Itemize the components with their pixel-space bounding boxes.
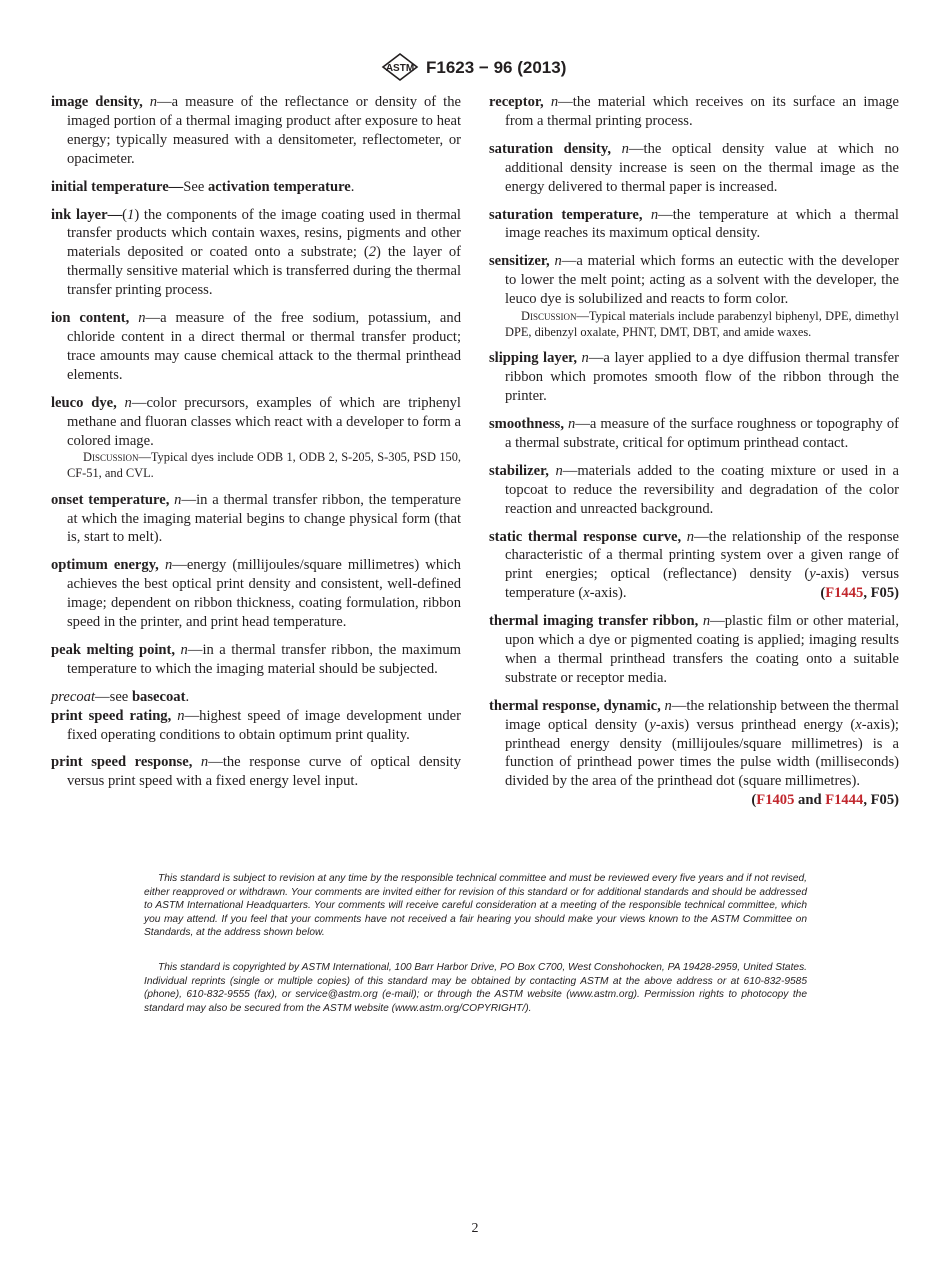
definition: —the response curve of optical density versus print speed with a fixed energy level input. (67, 754, 461, 790)
part-of-speech: n (621, 140, 629, 157)
axis-variable: y (809, 566, 816, 583)
entry-saturation-density (489, 140, 899, 197)
ref-and: and (794, 792, 826, 809)
revision-notice-text: This standard is subject to revision at any time by the responsible technical committee and must be reviewed every five years and if not revised, either reapproved or withdrawn. Your comments are invited either for revision of this standard or for additional standards and should be addressed to ASTM International Headquarters. Your comments will receive careful consideration at a meeting of the responsible technical committee, which you may attend. If you feel that your comments have not received a fair hearing you should make your views known to the ASTM Committee on Standards, at the address shown below. (144, 873, 807, 939)
definition: —color precursors, examples of which are triphenyl methane and fluoran classes which react with a developer to form a colored image. (67, 394, 461, 449)
left-column (51, 93, 461, 800)
part-of-speech: n (124, 394, 132, 411)
term: smoothness, (489, 415, 565, 432)
item-number: 1 (127, 206, 135, 223)
part-of-speech: n (177, 707, 185, 724)
svg-text:ASTM: ASTM (385, 63, 415, 74)
term: ion content, (51, 310, 130, 327)
term: receptor, (489, 94, 544, 110)
standard-references (751, 791, 899, 810)
term: print speed response, (51, 754, 193, 771)
definition: —a material which forms an eutectic with the developer to lower the melt point; acting as a solvent with the developer, the leuco dye is solubilized and reacts to form color. (505, 253, 899, 308)
standard-references (820, 584, 899, 603)
part-of-speech: n (686, 528, 695, 545)
part-of-speech: n (568, 415, 576, 432)
discussion-note (51, 450, 461, 481)
term: leuco dye, (51, 394, 117, 411)
entry-precoat (51, 688, 461, 707)
term: onset temperature, (51, 491, 170, 508)
astm-logo-icon (380, 52, 420, 82)
see-text: —see (95, 688, 132, 705)
document-designation: F1623 − 96 (2013) (426, 58, 567, 77)
term: image density, (51, 94, 143, 110)
term: peak melting point, (51, 641, 176, 658)
ref-open: ( (751, 792, 757, 809)
definition: —in a thermal transfer ribbon, the maximum temperature to which the imaging material should be subjected. (67, 641, 461, 677)
entry-image-density (51, 93, 461, 169)
axis-variable: y (649, 716, 656, 733)
definition: —the relationship of the response characteristic of a thermal printing system over a given range of print energies; optical (reflectance) density ( (505, 528, 899, 583)
definition: —highest speed of image development under fixed operating conditions to obtain optimum print quality. (67, 707, 462, 743)
definition: —a measure of the free sodium, potassium, and chloride content in a direct thermal or thermal transfer product; trace amounts may cause chemical attack to the thermal printhead elements. (67, 310, 462, 383)
definition: —materials added to the coating mixture or used in a topcoat to reduce the reversibility and degradation of the color reaction and unreacted background. (505, 462, 899, 517)
definition: —plastic film or other material, upon which a dye or pigmented coating is applied; imaging results when a thermal printhead transfers the coating onto a suitable substrate or receptor media. (505, 613, 899, 686)
revision-notice (144, 872, 807, 940)
entry-smoothness (489, 415, 899, 453)
part-of-speech: n (180, 641, 188, 658)
entry-initial-temperature (51, 178, 461, 197)
punctuation: . (185, 688, 190, 705)
part-of-speech: n (550, 94, 559, 110)
discussion-text: —Typical materials include parabenzyl biphenyl, DPE, dimethyl DPE, dibenzyl oxalate, PHNT, DMT, DBT, and amide waxes. (505, 309, 899, 339)
entry-saturation-temperature (489, 206, 899, 244)
axis-variable: x (583, 585, 590, 602)
entry-print-speed-rating (51, 707, 461, 745)
term: saturation density, (489, 140, 612, 157)
definition-part-1: the components of the image coating used in thermal transfer products which contain waxes, resins, pigments and other materials deposited or coated onto a substrate; (67, 206, 461, 261)
entry-receptor (489, 93, 899, 131)
part-of-speech: n (650, 206, 659, 223)
term: precoat (51, 688, 96, 705)
part-of-speech: n (138, 310, 146, 327)
entry-peak-melting-point (51, 641, 461, 679)
discussion-note (489, 309, 899, 340)
reference-link-f1444[interactable]: F1444 (825, 792, 864, 809)
entry-ion-content (51, 309, 461, 385)
entry-thermal-imaging-transfer-ribbon (489, 612, 899, 688)
definition: —a measure of the reflectance or density of the imaged portion of a thermal imaging product after exposure to heat energy; typically measured with a densitometer, reflectometer, or opacimeter. (67, 94, 461, 167)
definition: -axis) versus temperature ( (505, 566, 899, 602)
part-of-speech: n (149, 94, 158, 110)
punctuation: . (350, 178, 355, 195)
axis-variable: x (855, 716, 862, 733)
part-of-speech: n (554, 253, 562, 270)
part-of-speech: n (581, 350, 589, 367)
definition: -axis) versus printhead energy ( (655, 716, 856, 733)
part-of-speech: n (702, 613, 711, 630)
entry-onset-temperature (51, 491, 461, 548)
definition: -axis); printhead energy density (millijoules/square millimetres) is a function of printhead power times the pulse width (milliseconds) divided by the area of the printhead dot (square millimetres). (505, 716, 899, 790)
definition: —a layer applied to a dye diffusion thermal transfer ribbon which promotes smooth flow of the ribbon through the printer. (505, 350, 899, 405)
definition: -axis). (589, 585, 627, 602)
copyright-notice (144, 961, 807, 1015)
right-column (489, 93, 899, 810)
see-target: activation temperature (208, 178, 351, 195)
page-header (0, 50, 950, 86)
entry-stabilizer (489, 462, 899, 519)
discussion-text: —Typical dyes include ODB 1, ODB 2, S-205, S-305, PSD 150, CF-51, and CVL. (67, 450, 461, 480)
definition: —a measure of the surface roughness or topography of a thermal substrate, critical for optimum printhead contact. (505, 415, 899, 451)
ref-close: , F05) (863, 585, 899, 602)
part-of-speech: n (174, 491, 182, 508)
term: ink layer— (51, 206, 123, 223)
part-of-speech: n (164, 557, 173, 574)
term: slipping layer, (489, 350, 577, 367)
entry-ink-layer: ink layer—(1) the components of the image coating used in thermal transfer products which contain waxes, resins, pigments and other materials deposited or coated onto a substrate; (2) the layer of thermally sensitive material which is transferred during the thermal transfer printing process. (51, 206, 461, 299)
entry-static-thermal-response-curve (489, 528, 899, 604)
definition: —in a thermal transfer ribbon, the temperature at which the imaging material begins to change physical form (that is, start to melt). (67, 491, 461, 546)
term: optimum energy, (51, 557, 159, 574)
part-of-speech: n (664, 697, 672, 714)
reference-link-f1445[interactable]: F1445 (825, 585, 864, 602)
term: thermal imaging transfer ribbon, (489, 613, 699, 630)
definition: —energy (millijoules/square millimetres) which achieves the best optical print density and consistent, well-defined image; dependent on ribbon thickness, coating formulation, ribbon speed in the printer, and print head temperature. (67, 557, 461, 631)
item-number: 2 (368, 244, 377, 261)
term: static thermal response curve, (489, 528, 682, 545)
see-text: See (183, 178, 208, 195)
ref-open: ( (820, 585, 826, 602)
entry-optimum-energy (51, 556, 461, 632)
term: print speed rating, (51, 707, 172, 724)
definition: —the optical density value at which no additional density increase is seen on the thermal image as the energy delivered to thermal paper is increased. (505, 140, 899, 195)
ref-close: , F05) (863, 792, 899, 809)
part-of-speech: n (555, 462, 563, 479)
definition: —the material which receives on its surface an image from a thermal printing process. (505, 94, 899, 129)
entry-thermal-response-dynamic (489, 697, 900, 809)
see-target: basecoat (131, 688, 186, 705)
term: initial temperature— (51, 178, 184, 195)
entry-print-speed-response (51, 753, 461, 791)
entry-slipping-layer (489, 349, 899, 406)
reference-link-f1405[interactable]: F1405 (756, 792, 795, 809)
entry-leuco-dye (51, 394, 461, 482)
term: sensitizer, (489, 253, 550, 270)
copyright-notice-text: This standard is copyrighted by ASTM International, 100 Barr Harbor Drive, PO Box C700, West Conshohocken, PA 19428-2959, United States. Individual reprints (single or multiple copies) of this standard may be obtained by contacting ASTM at the above address or at 610-832-9585 (phone), 610-832-9555 (fax), or service@astm.org (e-mail); or through the ASTM website (www.astm.org). Permission rights to photocopy the standard may also be secured from the ASTM website (www.astm.org/COPYRIGHT/). (144, 962, 807, 1014)
part-of-speech: n (200, 754, 209, 771)
term: stabilizer, (489, 462, 549, 479)
page-number: 2 (471, 1221, 479, 1236)
discussion-label: Discussion (83, 450, 139, 465)
definition-part-2: the layer of thermally sensitive material which is transferred during the thermal transfer printing process. (67, 244, 461, 299)
definition: —the temperature at which a thermal image reaches its maximum optical density. (505, 206, 899, 242)
term: thermal response, dynamic, (489, 697, 661, 714)
discussion-label: Discussion (521, 309, 577, 324)
term: saturation temperature, (489, 206, 643, 223)
definition: —the relationship between the thermal image optical density ( (505, 697, 900, 733)
entry-sensitizer (489, 252, 899, 340)
